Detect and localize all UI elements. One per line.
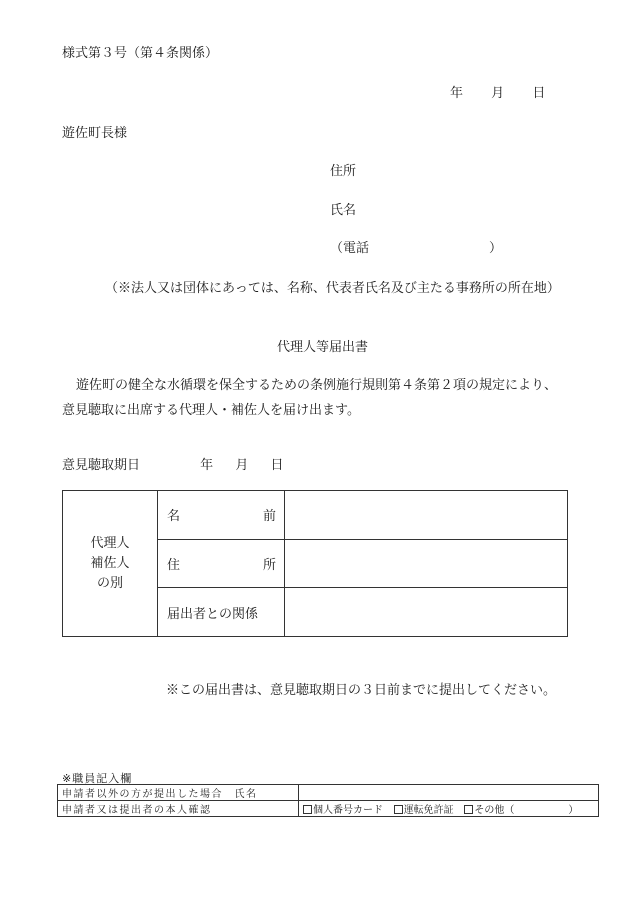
category-line-2: 補佐人: [90, 555, 130, 571]
corporate-note: （※法人又は団体にあっては、名称、代表者氏名及び主たる事務所の所在地）: [105, 281, 560, 296]
submission-date: [450, 82, 545, 101]
table-row: [58, 801, 599, 817]
body-line-1: 遊佐町の健全な水循環を保全するための条例施行規則第４条第２項の規定により、: [76, 378, 558, 393]
option-label: 運転免許証: [403, 805, 454, 816]
addressee: 遊佐町長様: [62, 126, 128, 141]
agent-category-cell: [63, 491, 158, 637]
name-label: 氏名: [330, 203, 357, 218]
name-value-field[interactable]: [285, 491, 568, 540]
hearing-label: 意見聴取期日: [62, 458, 141, 473]
agent-table: [62, 490, 568, 637]
phone-open: （電話: [330, 241, 370, 256]
relationship-value-field[interactable]: [285, 588, 568, 637]
staff-row2-label: 申請者又は提出者の本人確認: [58, 801, 299, 817]
address-label: 住所: [330, 164, 357, 179]
relationship-row-label: 届出者との関係: [158, 588, 285, 637]
name-row-label: 名前: [158, 491, 285, 540]
table-row: [58, 785, 599, 801]
staff-section-title: ※職員記入欄: [62, 772, 133, 785]
table-row: [63, 491, 568, 540]
hearing-year: 年: [200, 458, 214, 473]
form-number: 様式第３号（第４条関係）: [62, 46, 219, 61]
checkbox-icon[interactable]: [394, 805, 403, 814]
address-value-field[interactable]: [285, 539, 568, 588]
category-line-3: の別: [96, 575, 123, 591]
option-label: その他（: [474, 805, 515, 816]
body-line-2: 意見聴取に出席する代理人・補佐人を届け出ます。: [62, 403, 360, 418]
option-mynumber-card[interactable]: [303, 805, 383, 816]
option-other[interactable]: [464, 805, 578, 816]
address-row-label: 住所: [158, 539, 285, 588]
hearing-date: [62, 454, 283, 473]
body-text: [62, 373, 582, 423]
deadline-note: ※この届出書は、意見聴取期日の３日前までに提出してください。: [166, 683, 557, 698]
staff-row1-label: 申請者以外の方が提出した場合 氏名: [58, 785, 299, 801]
hearing-day: 日: [270, 458, 284, 473]
staff-row1-value[interactable]: [299, 785, 599, 801]
phone-close: ）: [489, 241, 503, 256]
option-label: 個人番号カード: [313, 805, 383, 816]
phone-label: [330, 237, 502, 256]
document-title: 代理人等届出書: [277, 340, 369, 355]
option-drivers-license[interactable]: [394, 805, 454, 816]
category-line-1: 代理人: [90, 535, 130, 551]
date-month: 月: [491, 86, 505, 101]
hearing-month: 月: [235, 458, 249, 473]
option-other-close: ）: [568, 805, 579, 816]
checkbox-icon[interactable]: [303, 805, 312, 814]
date-year: 年: [450, 86, 464, 101]
checkbox-icon[interactable]: [464, 805, 473, 814]
staff-table: [57, 784, 599, 817]
id-check-options: [299, 801, 599, 817]
date-day: 日: [532, 86, 546, 101]
